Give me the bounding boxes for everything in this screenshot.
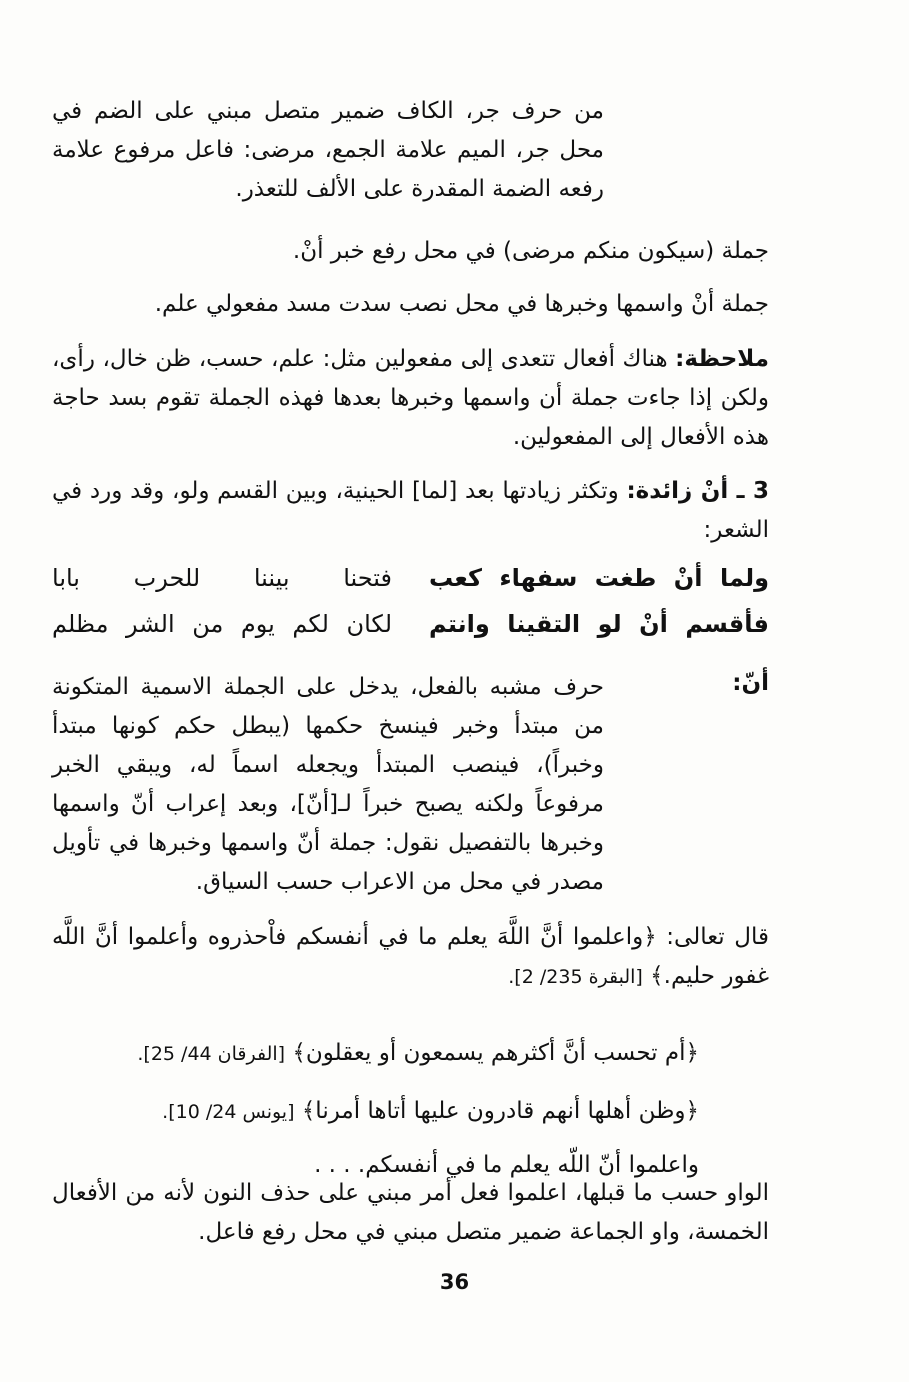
verse2-first-hemistich: فأقسم أنْ لو التقينا وانتم xyxy=(429,610,769,638)
item3-label: 3 ـ أنْ زائدة: xyxy=(626,478,769,504)
page-number: 36 xyxy=(439,1270,470,1294)
verse1-second-hemistich: فتحنا بيننا للحرب بابا xyxy=(52,564,392,592)
note-label: ملاحظة: xyxy=(675,346,769,372)
note-paragraph xyxy=(52,340,769,457)
quran-quote-2 xyxy=(52,1033,699,1074)
quran-quote-2-reference: [الفرقان 44/ 25]. xyxy=(137,1043,286,1065)
verse-line-1 xyxy=(52,564,769,604)
quran-quote-1 xyxy=(52,918,769,997)
quran-quote-1-text: قال تعالى: ﴿واعلموا أنَّ اللَّهَ يعلم ما في أنفسكم فاْحذروه وأعلموا أنَّ اللَّه غفور حليم.﴾ xyxy=(52,924,769,989)
quran-quote-1-reference: [البقرة 235/ 2]. xyxy=(508,966,643,988)
verse2-second-hemistich: لكان لكم يوم من الشر مظلم xyxy=(52,610,392,638)
quran-quote-2-text: ﴿أم تحسب أنَّ أكثرهم يسمعون أو يعقلون﴾ xyxy=(292,1040,699,1066)
verse-line-2 xyxy=(52,610,769,650)
paragraph-sentence-maful: جملة أنْ واسمها وخبرها في محل نصب سدت مسد مفعولي علم. xyxy=(154,291,769,317)
paragraph-parsing-intro: من حرف جر، الكاف ضمير متصل مبني على الضم في محل جر، الميم علامة الجمع، مرضى: فاعل مرفوع علامة رفعه الضمة المقدرة على الألف للتعذر. xyxy=(52,98,604,202)
quran-quote-3-reference: [يونس 24/ 10]. xyxy=(162,1101,295,1123)
paragraph-final-parsing: الواو حسب ما قبلها، اعلموا فعل أمر مبني على حذف النون لأنه من الأفعال الخمسة، واو الجماعة ضمير متصل مبني في محل رفع فاعل. xyxy=(52,1180,769,1245)
quran-quote-3-text: ﴿وظن أهلها أنهم قادرون عليها أتاها أمرنا﴾ xyxy=(301,1098,699,1124)
term-anna-definition: حرف مشبه بالفعل، يدخل على الجملة الاسمية المتكونة من مبتدأ وخبر فينسخ حكمها (يبطل حكم كونها مبتدأ وخبراً)، فينصب المبتدأ ويجعله اسماً له، ويبقي الخبر مرفوعاً ولكنه يصبح خبراً لـ[أنّ]، وبعد إعراب أنّ واسمها وخبرها بالتفصيل نقول: جملة أنّ واسمها وخبرها في تأويل مصدر في محل من الاعراب حسب السياق. xyxy=(52,674,604,895)
quran-quote-3 xyxy=(52,1091,699,1132)
item3-paragraph xyxy=(52,472,769,550)
verse1-first-hemistich: ولما أنْ طغت سفهاء كعب xyxy=(429,564,769,592)
paragraph-sentence-khabar: جملة (سيكون منكم مرضى) في محل رفع خبر أنْ. xyxy=(292,238,769,264)
example-sentence: واعلموا أنّ اللّه يعلم ما في أنفسكم. . . . xyxy=(314,1152,699,1178)
note-text: هناك أفعال تتعدى إلى مفعولين مثل: علم، حسب، ظن خال، رأى، ولكن إذا جاءت جملة أن واسمها وخبرها بعدها فهذه الجملة تقوم بسد حاجة هذه الأفعال إلى المفعولين. xyxy=(52,346,769,450)
item3-text: وتكثر زيادتها بعد [لما] الحينية، وبين القسم ولو، وقد ورد في الشعر: xyxy=(52,478,769,543)
term-anna-label: أنّ: xyxy=(732,670,769,696)
